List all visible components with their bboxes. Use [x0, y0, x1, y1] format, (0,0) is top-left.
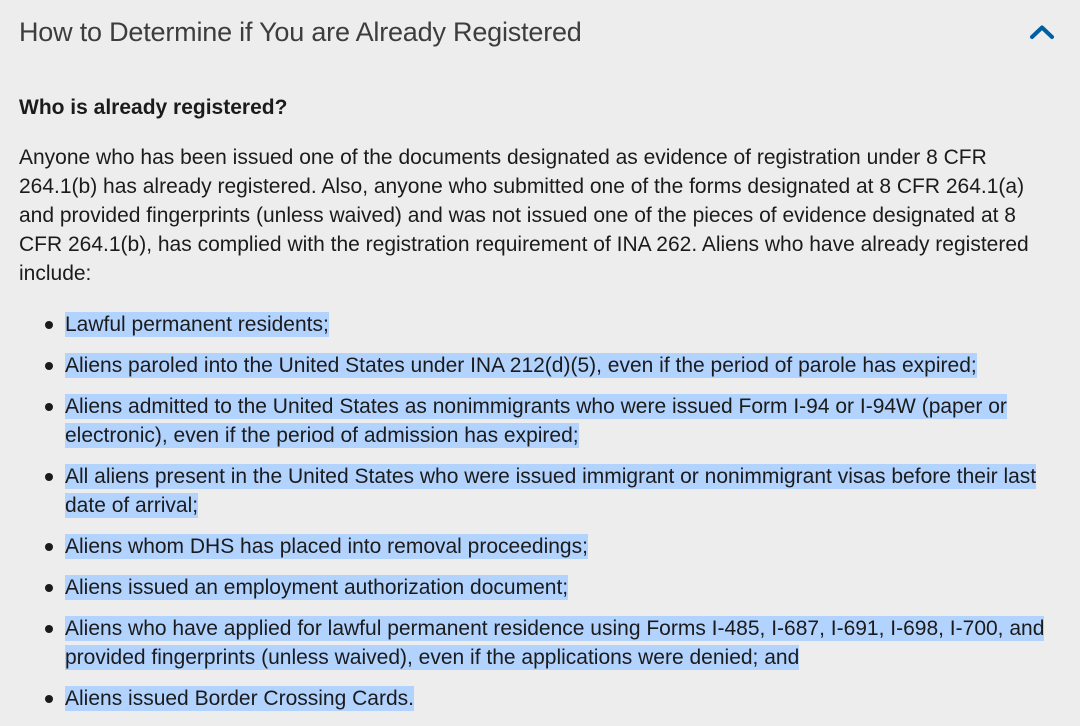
intro-paragraph: Anyone who has been issued one of the documents designated as evidence of registration under 8 CFR 264.1(b) has already registered. Also, anyone who submitted one of the forms designated at 8 CFR 264.1(a) and provided fingerprints (unless waived) and was not issued one of the pieces of evidence designated at 8 CFR 264.1(b), has complied with the registration requirement of INA 262. Aliens who have already registered include:: [19, 146, 1029, 286]
bullet-icon: [45, 625, 53, 633]
list-item-text: Aliens admitted to the United States as nonimmigrants who were issued Form I-94 or I-94W (paper or electronic), even if the period of admission has expired;: [65, 395, 1007, 448]
list-item-text: Aliens issued an employment authorization document;: [65, 576, 569, 600]
bullet-icon: [45, 403, 53, 411]
accordion-header[interactable]: [0, 0, 1080, 64]
bullet-icon: [45, 321, 53, 329]
list-item: [43, 614, 1061, 672]
bullet-icon: [45, 584, 53, 592]
list-item-text: Aliens paroled into the United States under INA 212(d)(5), even if the period of parole has expired;: [65, 354, 977, 378]
list-item: [43, 573, 1061, 602]
section-subheading: Who is already registered?: [19, 96, 288, 119]
accordion-title[interactable]: How to Determine if You are Already Registered: [19, 16, 582, 47]
list-item-text: Lawful permanent residents;: [65, 313, 329, 337]
list-item-text: Aliens issued Border Crossing Cards.: [65, 687, 414, 711]
bullet-icon: [45, 473, 53, 481]
bullet-icon: [45, 695, 53, 703]
list-item: [43, 462, 1061, 520]
accordion-body: [0, 64, 1080, 713]
list-item: [43, 532, 1061, 561]
list-item-text: All aliens present in the United States who were issued immigrant or nonimmigrant visas before their last date of arrival;: [65, 465, 1037, 518]
chevron-up-icon[interactable]: [1027, 22, 1057, 42]
bullet-icon: [45, 543, 53, 551]
list-item: [43, 351, 1061, 380]
registered-aliens-list: [19, 310, 1061, 713]
bullet-icon: [45, 362, 53, 370]
list-item: [43, 684, 1061, 713]
list-item-text: Aliens who have applied for lawful permanent residence using Forms I-485, I-687, I-691, I-698, I-700, and provided fingerprints (unless waived), even if the applications were denied; and: [65, 617, 1045, 670]
list-item: [43, 392, 1061, 450]
list-item: [43, 310, 1061, 339]
list-item-text: Aliens whom DHS has placed into removal proceedings;: [65, 535, 588, 559]
